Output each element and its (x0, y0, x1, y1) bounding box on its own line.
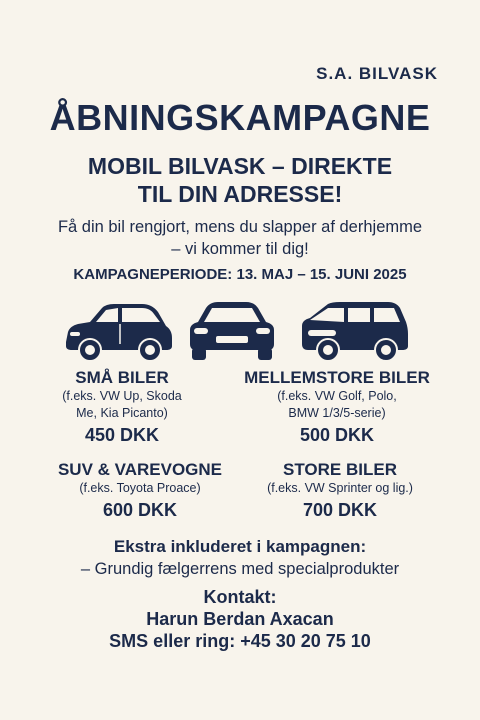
subtitle-line-2: TIL DIN ADRESSE! (137, 181, 343, 207)
contact-label: Kontakt: (203, 587, 277, 607)
tier-name: MELLEMSTORE BILER (244, 368, 430, 387)
tier-examples-line-1: (f.eks. VW Up, Skoda (62, 389, 182, 403)
tier-name: STORE BILER (283, 460, 397, 479)
tier-price: 450 DKK (84, 425, 160, 445)
tier-examples-line-2: Me, Kia Picanto) (76, 406, 168, 420)
tier-price: 500 DKK (299, 425, 375, 445)
tier-price: 700 DKK (302, 500, 378, 520)
extras-section (0, 536, 480, 580)
tagline (0, 216, 480, 260)
tier-small-cars (22, 368, 222, 446)
tier-name: SMÅ BILER (75, 368, 169, 387)
page-title: ÅBNINGSKAMPAGNE (49, 97, 431, 138)
tier-examples-line-2: BMW 1/3/5-serie) (288, 406, 386, 420)
contact-section (0, 586, 480, 652)
subtitle (0, 152, 480, 208)
tagline-line-2: – vi kommer til dig! (171, 240, 309, 258)
tier-examples-line-1: (f.eks. VW Golf, Polo, (277, 389, 397, 403)
tier-price: 600 DKK (102, 500, 178, 520)
tier-examples-line-1: (f.eks. Toyota Proace) (79, 481, 201, 495)
compact-car-icon (184, 298, 280, 362)
tier-large-cars (240, 460, 440, 521)
tier-examples-line-1: (f.eks. VW Sprinter og lig.) (267, 481, 413, 495)
hatchback-car-icon (62, 298, 174, 362)
tier-suv-vans (40, 460, 240, 521)
subtitle-line-1: MOBIL BILVASK – DIREKTE (87, 153, 393, 179)
tier-name: SUV & VAREVOGNE (57, 460, 223, 479)
extras-title: Ekstra inkluderet i kampagnen: (113, 537, 367, 556)
contact-phone: SMS eller ring: +45 30 20 75 10 (109, 631, 371, 651)
brand-name: S.A. BILVASK (316, 64, 438, 83)
extras-item: – Grundig fælgerrens med specialprodukter (80, 560, 400, 578)
campaign-period: KAMPAGNEPERIODE: 13. MAJ – 15. JUNI 2025 (73, 266, 407, 283)
tagline-line-1: Få din bil rengjort, mens du slapper af derhjemme (57, 218, 423, 236)
tier-medium-cars (232, 368, 442, 446)
contact-name: Harun Berdan Axacan (146, 609, 334, 629)
van-car-icon (298, 298, 410, 362)
